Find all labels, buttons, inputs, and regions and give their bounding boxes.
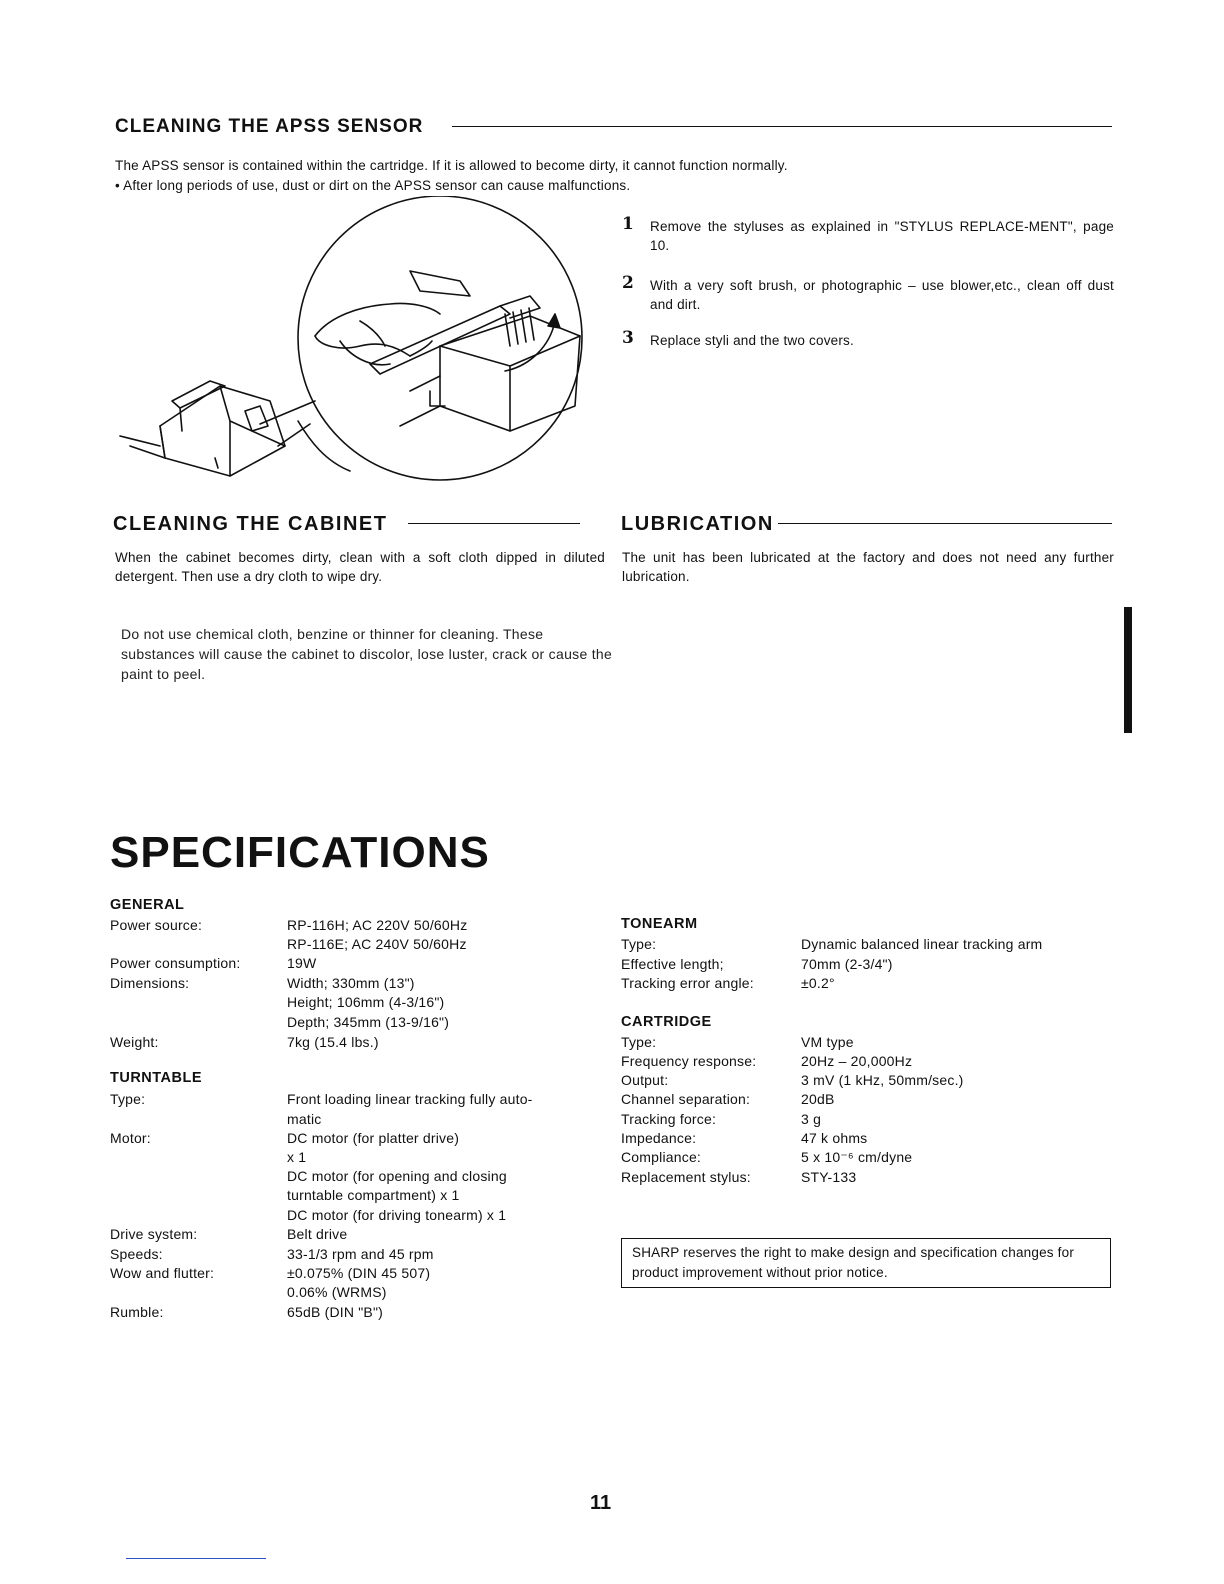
cabinet-heading-rule: [408, 523, 580, 524]
motor-value-3: DC motor (for opening and closing: [287, 1168, 507, 1184]
lubrication-text: The unit has been lubricated at the factory and does not need any further lubrication.: [622, 550, 1114, 584]
effective-length-label: Effective length;: [621, 956, 724, 972]
turntable-type-label: Type:: [110, 1091, 146, 1107]
drive-system-label: Drive system:: [110, 1226, 198, 1242]
wow-flutter-value-1: ±0.075% (DIN 45 507): [287, 1265, 431, 1281]
apss-step-1: [622, 214, 1114, 255]
step-2-number: 2: [622, 273, 635, 293]
apss-heading: CLEANING THE APSS SENSOR: [115, 116, 424, 137]
cartridge-heading: CARTRIDGE: [621, 1014, 712, 1030]
turntable-type-value-2: matic: [287, 1111, 322, 1127]
speeds-label: Speeds:: [110, 1246, 163, 1262]
turntable-heading: TURNTABLE: [110, 1070, 203, 1086]
apss-step-2: [622, 273, 1114, 314]
cabinet-heading: CLEANING THE CABINET: [113, 513, 388, 535]
footer-rule: [126, 1558, 266, 1559]
rumble-label: Rumble:: [110, 1304, 164, 1320]
apss-bullet: • After long periods of use, dust or dirt on the APSS sensor can cause malfunctions.: [115, 178, 631, 193]
step-1-text: Remove the styluses as explained in "STYLUS REPLACE-MENT", page 10.: [650, 219, 1114, 253]
step-3-text: Replace styli and the two covers.: [650, 333, 854, 348]
turntable-type-value-1: Front loading linear tracking fully auto-: [287, 1091, 533, 1107]
tonearm-type-value: Dynamic balanced linear tracking arm: [801, 936, 1043, 952]
channel-separation-value: 20dB: [801, 1091, 835, 1107]
power-source-label: Power source:: [110, 917, 203, 933]
step-3-number: 3: [622, 328, 635, 348]
power-consumption-value: 19W: [287, 955, 317, 971]
weight-value: 7kg (15.4 lbs.): [287, 1034, 379, 1050]
rumble-value: 65dB (DIN "B"): [287, 1304, 383, 1320]
tonearm-heading: TONEARM: [621, 916, 698, 932]
wow-flutter-value-2: 0.06% (WRMS): [287, 1284, 387, 1300]
step-1-number: 1: [622, 214, 635, 234]
power-source-value-1: RP-116H; AC 220V 50/60Hz: [287, 917, 468, 933]
power-consumption-label: Power consumption:: [110, 955, 241, 971]
lubrication-heading-rule: [778, 523, 1112, 524]
dimensions-depth: Depth; 345mm (13-9/16"): [287, 1014, 450, 1030]
step-2-text: With a very soft brush, or photographic – use blower,etc., clean off dust and dirt.: [650, 278, 1114, 312]
motor-value-5: DC motor (for driving tonearm) x 1: [287, 1207, 507, 1223]
replacement-stylus-value: STY-133: [801, 1169, 857, 1185]
page-number: 11: [590, 1492, 612, 1514]
frequency-response-label: Frequency response:: [621, 1053, 757, 1069]
apss-step-3: [622, 328, 1114, 350]
apss-cleaning-illustration: [110, 196, 590, 496]
output-value: 3 mV (1 kHz, 50mm/sec.): [801, 1072, 964, 1088]
cabinet-warning: Do not use chemical cloth, benzine or thinner for cleaning. These substances will cause the cabinet to discolor, lose luster, crack or cause the paint to peel.: [121, 626, 613, 682]
tracking-error-label: Tracking error angle:: [621, 975, 754, 991]
specifications-title: SPECIFICATIONS: [110, 828, 490, 877]
weight-label: Weight:: [110, 1034, 159, 1050]
specification-notice-box: SHARP reserves the right to make design and specification changes for product improvement without prior notice.: [621, 1238, 1111, 1288]
motor-label: Motor:: [110, 1130, 151, 1146]
apss-heading-rule: [452, 126, 1112, 127]
impedance-value: 47 k ohms: [801, 1130, 868, 1146]
replacement-stylus-label: Replacement stylus:: [621, 1169, 751, 1185]
wow-flutter-label: Wow and flutter:: [110, 1265, 215, 1281]
speeds-value: 33-1/3 rpm and 45 rpm: [287, 1246, 434, 1262]
section-marker-bar: [1124, 607, 1132, 733]
apss-intro: The APSS sensor is contained within the cartridge. If it is allowed to become dirty, it cannot function normally.: [115, 158, 788, 173]
drive-system-value: Belt drive: [287, 1226, 348, 1242]
tracking-error-value: ±0.2°: [801, 975, 835, 991]
motor-value-1: DC motor (for platter drive): [287, 1130, 460, 1146]
effective-length-value: 70mm (2-3/4"): [801, 956, 893, 972]
tracking-force-value: 3 g: [801, 1111, 822, 1127]
power-source-value-2: RP-116E; AC 240V 50/60Hz: [287, 936, 467, 952]
tracking-force-label: Tracking force:: [621, 1111, 717, 1127]
general-heading: GENERAL: [110, 897, 185, 913]
cartridge-type-value: VM type: [801, 1034, 854, 1050]
dimensions-label: Dimensions:: [110, 975, 190, 991]
channel-separation-label: Channel separation:: [621, 1091, 751, 1107]
tonearm-type-label: Type:: [621, 936, 657, 952]
dimensions-height: Height; 106mm (4-3/16"): [287, 994, 445, 1010]
compliance-value: 5 x 10⁻⁶ cm/dyne: [801, 1149, 913, 1165]
motor-value-4: turntable compartment) x 1: [287, 1187, 460, 1203]
cartridge-type-label: Type:: [621, 1034, 657, 1050]
impedance-label: Impedance:: [621, 1130, 697, 1146]
dimensions-width: Width; 330mm (13"): [287, 975, 415, 991]
frequency-response-value: 20Hz – 20,000Hz: [801, 1053, 913, 1069]
motor-value-2: x 1: [287, 1149, 307, 1165]
output-label: Output:: [621, 1072, 669, 1088]
compliance-label: Compliance:: [621, 1149, 702, 1165]
lubrication-heading: LUBRICATION: [621, 513, 774, 535]
cabinet-text: When the cabinet becomes dirty, clean with a soft cloth dipped in diluted detergent. Then use a dry cloth to wipe dry.: [115, 550, 605, 584]
